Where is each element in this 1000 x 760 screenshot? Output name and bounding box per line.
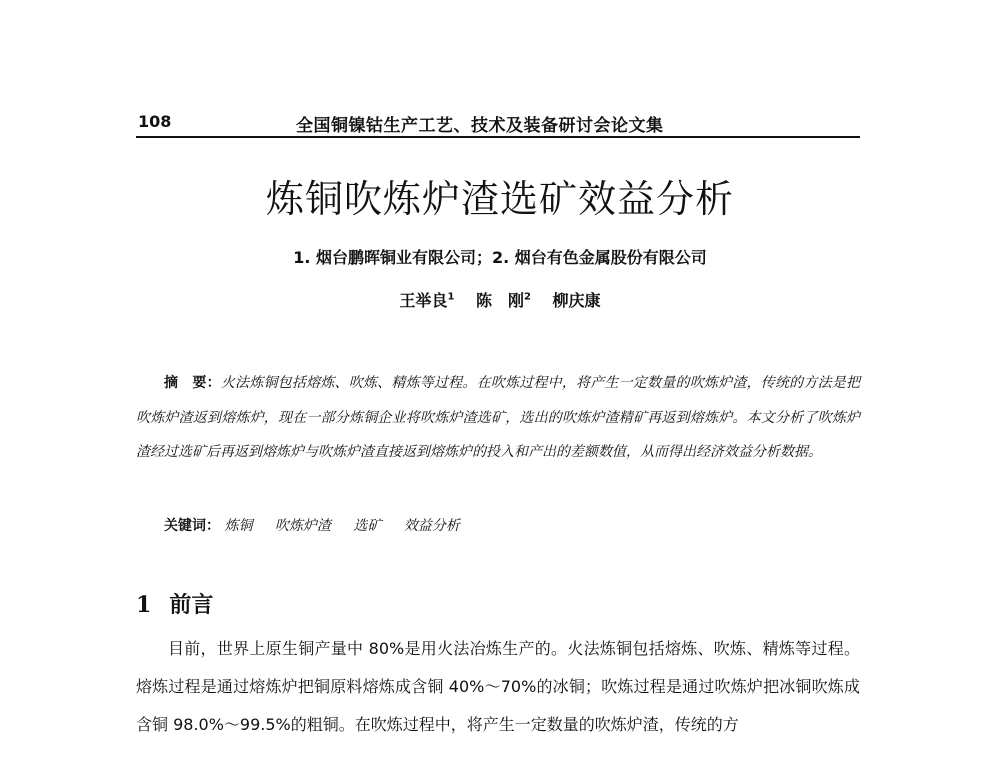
keyword: 吹炼炉渣 (274, 518, 331, 534)
journal-title: 全国铜镍钴生产工艺、技术及装备研讨会论文集 (296, 116, 664, 136)
author-affiliation-mark: 2 (524, 291, 531, 303)
author (553, 291, 601, 310)
author-name: 柳庆康 (552, 291, 601, 310)
abstract-text: 火法炼铜包括熔炼、吹炼、精炼等过程。在吹炼过程中，将产生一定数量的吹炼炉渣，传统的方法是把吹炼炉渣返到熔炼炉，现在一部分炼铜企业将吹炼炉渣选矿，选出的吹炼炉渣精矿再返到熔炼炉。本文分析了吹炼炉渣经过选矿后再返到熔炼炉与吹炼炉渣直接返到熔炼炉的投入和产出的差额数值，从而得出经济效益分析数据。 (136, 375, 861, 460)
page-number: 108 (138, 112, 172, 131)
author-list (0, 288, 1000, 311)
author (399, 291, 454, 310)
section-title: 前言 (169, 592, 214, 618)
author-name: 王举良 (399, 291, 448, 310)
affiliation: 1. 烟台鹏晖铜业有限公司；2. 烟台有色金属股份有限公司 (293, 248, 707, 267)
paper-title: 炼铜吹炼炉渣选矿效益分析 (265, 177, 734, 221)
section-heading (136, 588, 213, 619)
keyword: 选矿 (353, 518, 382, 534)
keyword: 炼铜 (224, 518, 253, 534)
author (476, 291, 531, 310)
author-name: 陈 刚 (475, 291, 524, 310)
keywords-label: 关键词： (164, 518, 220, 534)
author-affiliation-mark: 1 (447, 291, 455, 303)
page-header (136, 110, 860, 138)
section-number: 1 (136, 592, 152, 618)
abstract-label: 摘 要： (164, 375, 221, 391)
body-text (136, 630, 860, 744)
keyword: 效益分析 (403, 518, 460, 534)
paragraph: 目前，世界上原生铜产量中 80%是用火法冶炼生产的。火法炼铜包括熔炼、吹炼、精炼等过程。熔炼过程是通过熔炼炉把铜原料熔炼成含铜 40%～70%的冰铜；吹炼过程是通过吹炼炉把冰铜吹炼成含铜 98.0%～99.5%的粗铜。在吹炼过程中，将产生一定数量的吹炼炉渣，传统的方 (136, 639, 860, 734)
keywords (164, 514, 864, 538)
abstract (136, 366, 860, 470)
